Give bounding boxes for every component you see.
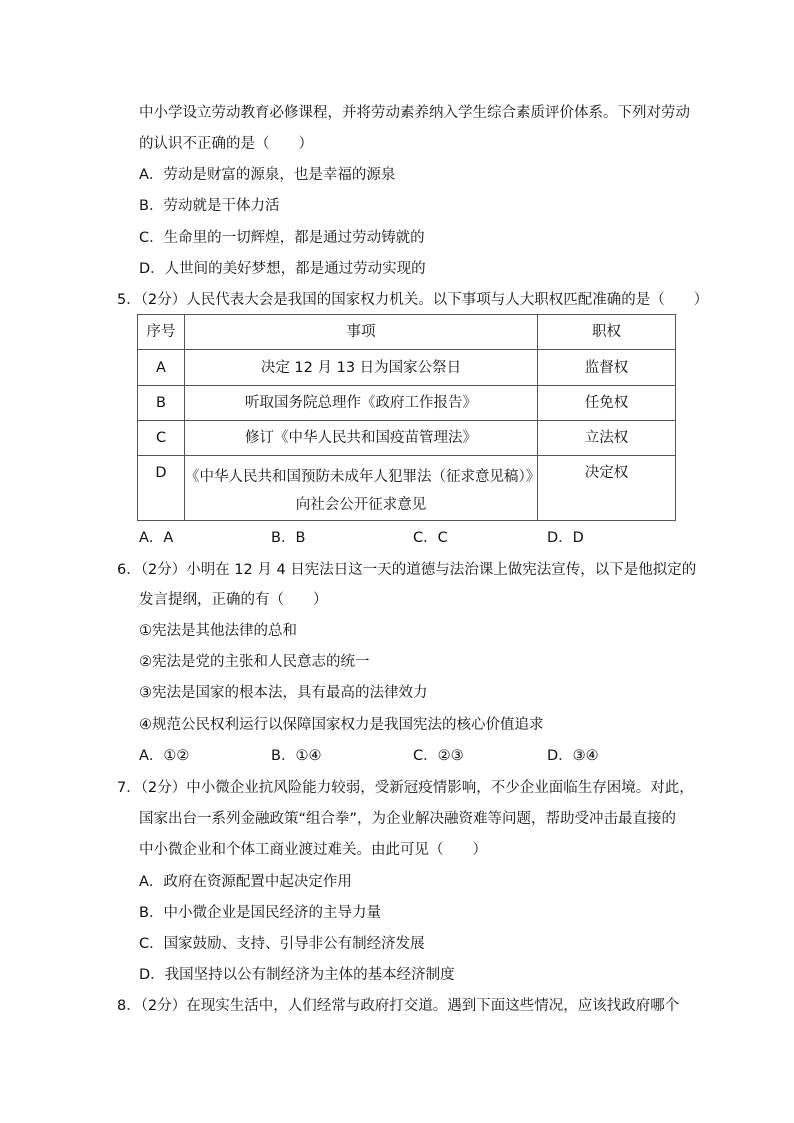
table-cell-item [185, 456, 541, 521]
q7-stem-line-3: 中小微企业和个体工商业渡过难关。由此可见（ ） [139, 842, 487, 858]
q5-option-d: D．D [547, 530, 584, 546]
q7-option-b: B．中小微企业是国民经济的主导力量 [139, 905, 381, 921]
q6-option-d: D．③④ [547, 748, 599, 764]
table-row [138, 386, 676, 421]
q7-option-d: D．我国坚持以公有制经济为主体的基本经济制度 [139, 967, 455, 983]
q6-stem-line-2: 发言提纲，正确的有（ ） [139, 592, 328, 608]
q5-option-c: C．C [413, 530, 448, 546]
table-header-cell: 事项 [185, 315, 538, 350]
q7-option-a: A．政府在资源配置中起决定作用 [139, 874, 352, 890]
table-cell-id: A [138, 350, 185, 386]
q4-option-c: C．生命里的一切辉煌，都是通过劳动铸就的 [139, 230, 425, 246]
q6-option-a: A．①② [139, 748, 190, 764]
q8-stem-line-1: 8．（2分）在现实生活中，人们经常与政府打交道。遇到下面这些情况，应该找政府哪个 [117, 998, 680, 1014]
q4-option-b: B．劳动就是干体力活 [139, 198, 280, 214]
q4-stem-line-1: 中小学设立劳动教育必修课程，并将劳动素养纳入学生综合素质评价体系。下列对劳动 [139, 105, 690, 121]
q6-item-1: ①宪法是其他法律的总和 [139, 623, 297, 639]
q6-stem-line-1: 6．（2分）小明在 12 月 4 日宪法日这一天的道德与法治课上做宪法宣传，以下是他拟定的 [117, 562, 697, 578]
q6-option-b: B．①④ [271, 748, 322, 764]
table-cell-item: 决定 12 月 13 日为国家公祭日 [185, 350, 538, 386]
table-row [138, 456, 676, 521]
table-header-row [138, 315, 676, 350]
q4-option-d: D．人世间的美好梦想，都是通过劳动实现的 [139, 261, 426, 277]
table-row [138, 350, 676, 386]
table-cell-item-line-2: 向社会公开征求意见 [295, 497, 427, 513]
q6-item-3: ③宪法是国家的根本法，具有最高的法律效力 [139, 685, 428, 701]
table-cell-item-line-1: 《中华人民共和国预防未成年人犯罪法（征求意见稿）》 [185, 469, 541, 485]
q5-stem: 5．（2分）人民代表大会是我国的国家权力机关。以下事项与人大职权匹配准确的是（ ） [117, 292, 709, 308]
q6-item-4: ④规范公民权利运行以保障国家权力是我国宪法的核心价值追求 [139, 717, 544, 733]
table-cell-power: 任免权 [538, 386, 676, 421]
table-cell-id: D [138, 456, 185, 521]
q4-option-a: A．劳动是财富的源泉，也是幸福的源泉 [139, 167, 396, 183]
table-cell-item: 修订《中华人民共和国疫苗管理法》 [185, 421, 538, 456]
table-row [138, 421, 676, 456]
table-cell-power: 立法权 [538, 421, 676, 456]
q4-stem-line-2: 的认识不正确的是（ ） [139, 136, 313, 152]
q6-option-c: C．②③ [413, 748, 464, 764]
q6-item-2: ②宪法是党的主张和人民意志的统一 [139, 654, 370, 670]
table-cell-power: 决定权 [538, 456, 676, 521]
q5-table [137, 314, 676, 521]
q5-option-b: B．B [271, 530, 306, 546]
table-header-cell: 职权 [538, 315, 676, 350]
q7-option-c: C．国家鼓励、支持、引导非公有制经济发展 [139, 936, 425, 952]
table-header-cell: 序号 [138, 315, 185, 350]
table-cell-item: 听取国务院总理作《政府工作报告》 [185, 386, 538, 421]
q7-stem-line-1: 7．（2分）中小微企业抗风险能力较弱，受新冠疫情影响，不少企业面临生存困境。对此， [117, 780, 694, 796]
q7-stem-line-2: 国家出台一系列金融政策“组合拳”，为企业解决融资难等问题，帮助受冲击最直接的 [139, 811, 677, 827]
table-cell-id: C [138, 421, 185, 456]
table-cell-id: B [138, 386, 185, 421]
table-cell-power: 监督权 [538, 350, 676, 386]
q5-option-a: A．A [139, 530, 174, 546]
